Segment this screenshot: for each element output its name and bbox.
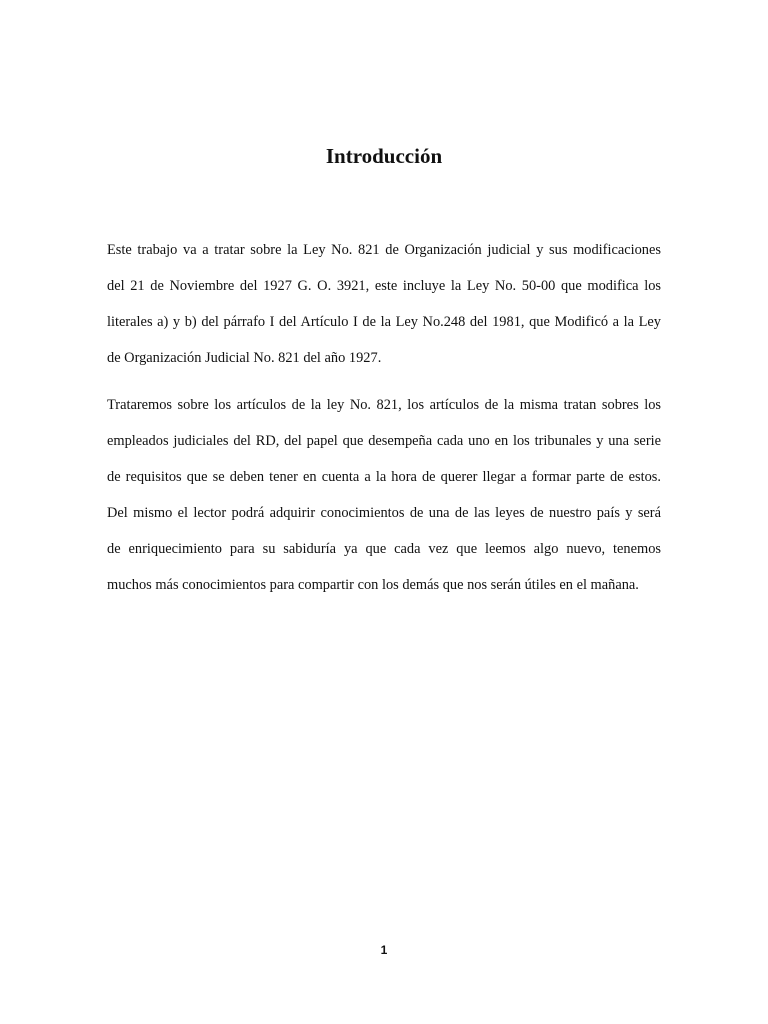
page-number: 1 [380, 943, 388, 957]
paragraph-line: de Organización Judicial No. 821 del año 1927. [107, 350, 382, 366]
paragraph-line: de enriquecimiento para su sabiduría ya que cada vez que leemos algo nuevo, tenemos [107, 541, 661, 557]
paragraph-2 [107, 387, 661, 603]
paragraph-line: de requisitos que se deben tener en cuenta a la hora de querer llegar a formar parte de estos. [107, 469, 661, 485]
page-title: Introducción [325, 144, 443, 168]
paragraph-line: muchos más conocimientos para compartir con los demás que nos serán útiles en el mañana. [107, 577, 639, 593]
paragraph-line: Trataremos sobre los artículos de la ley No. 821, los artículos de la misma tratan sobres los [107, 397, 661, 413]
paragraph-1 [107, 232, 661, 376]
paragraph-line: literales a) y b) del párrafo I del Artículo I de la Ley No.248 del 1981, que Modificó a la Ley [107, 314, 661, 330]
paragraph-line: Este trabajo va a tratar sobre la Ley No. 821 de Organización judicial y sus modificaciones [107, 242, 661, 258]
paragraph-line: del 21 de Noviembre del 1927 G. O. 3921, este incluye la Ley No. 50-00 que modifica los [107, 278, 661, 294]
paragraph-line: Del mismo el lector podrá adquirir conocimientos de una de las leyes de nuestro país y será [107, 505, 661, 521]
paragraph-line: empleados judiciales del RD, del papel que desempeña cada uno en los tribunales y una serie [107, 433, 661, 449]
